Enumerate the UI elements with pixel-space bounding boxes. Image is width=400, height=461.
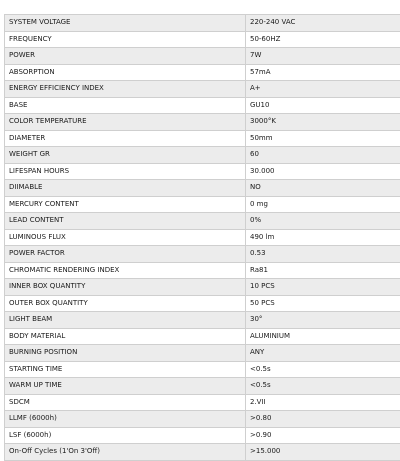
table-row: [5, 114, 400, 131]
table-row: [5, 394, 400, 411]
spec-label: ENERGY EFFICIENCY INDEX: [5, 81, 246, 98]
spec-value: 30.000: [246, 163, 400, 180]
spec-label: BURNING POSITION: [5, 345, 246, 362]
spec-label: INNER BOX QUANTITY: [5, 279, 246, 296]
spec-label: LLMF (6000h): [5, 411, 246, 428]
spec-label: OUTER BOX QUANTITY: [5, 295, 246, 312]
spec-value: ANY: [246, 345, 400, 362]
spec-label: LEAD CONTENT: [5, 213, 246, 230]
spec-value: NO: [246, 180, 400, 197]
table-row: [5, 31, 400, 48]
spec-value: 0 mg: [246, 196, 400, 213]
spec-label: MERCURY CONTENT: [5, 196, 246, 213]
table-row: [5, 444, 400, 461]
spec-label: LIFESPAN HOURS: [5, 163, 246, 180]
table-row: [5, 15, 400, 32]
spec-label: On-Off Cycles (1'On 3'Off): [5, 444, 246, 461]
spec-value: <0.5s: [246, 378, 400, 395]
spec-value: >0.80: [246, 411, 400, 428]
spec-value: 0%: [246, 213, 400, 230]
spec-label: POWER: [5, 48, 246, 65]
table-row: [5, 279, 400, 296]
table-row: [5, 246, 400, 263]
spec-label: LUMINOUS FLUX: [5, 229, 246, 246]
table-row: [5, 130, 400, 147]
table-row: [5, 345, 400, 362]
spec-sheet: [4, 14, 396, 461]
table-row: [5, 378, 400, 395]
spec-value: >0.90: [246, 427, 400, 444]
spec-label: LIGHT BEAM: [5, 312, 246, 329]
spec-label: LSF (6000h): [5, 427, 246, 444]
spec-value: 30°: [246, 312, 400, 329]
table-row: [5, 328, 400, 345]
spec-label: BASE: [5, 97, 246, 114]
spec-value: 50-60HZ: [246, 31, 400, 48]
spec-label: ABSORPTION: [5, 64, 246, 81]
spec-value: 220-240 VAC: [246, 15, 400, 32]
table-row: [5, 213, 400, 230]
table-row: [5, 81, 400, 98]
spec-value: 7W: [246, 48, 400, 65]
spec-value: >15.000: [246, 444, 400, 461]
spec-value: 50 PCS: [246, 295, 400, 312]
spec-label: WARM UP TIME: [5, 378, 246, 395]
spec-value: Ra81: [246, 262, 400, 279]
table-row: [5, 48, 400, 65]
spec-label: BODY MATERIAL: [5, 328, 246, 345]
spec-label: DIAMETER: [5, 130, 246, 147]
spec-value: 60: [246, 147, 400, 164]
table-row: [5, 196, 400, 213]
spec-label: SDCM: [5, 394, 246, 411]
spec-value: 3000°K: [246, 114, 400, 131]
spec-value: 10 PCS: [246, 279, 400, 296]
spec-value: ALUMINIUM: [246, 328, 400, 345]
table-row: [5, 262, 400, 279]
spec-label: DIIMABLE: [5, 180, 246, 197]
table-row: [5, 411, 400, 428]
spec-label: COLOR TEMPERATURE: [5, 114, 246, 131]
table-row: [5, 229, 400, 246]
spec-value: <0.5s: [246, 361, 400, 378]
table-row: [5, 97, 400, 114]
specifications-table: [4, 14, 400, 461]
table-row: [5, 163, 400, 180]
table-row: [5, 180, 400, 197]
spec-label: SYSTEM VOLTAGE: [5, 15, 246, 32]
spec-value: 490 lm: [246, 229, 400, 246]
table-row: [5, 427, 400, 444]
table-row: [5, 361, 400, 378]
table-row: [5, 147, 400, 164]
table-row: [5, 312, 400, 329]
specifications-table-body: [5, 15, 400, 461]
table-row: [5, 295, 400, 312]
spec-label: CHROMATIC RENDERING INDEX: [5, 262, 246, 279]
spec-value: GU10: [246, 97, 400, 114]
spec-value: 2.VII: [246, 394, 400, 411]
spec-label: POWER FACTOR: [5, 246, 246, 263]
spec-value: A+: [246, 81, 400, 98]
spec-label: FREQUENCY: [5, 31, 246, 48]
spec-value: 0.53: [246, 246, 400, 263]
spec-value: 50mm: [246, 130, 400, 147]
table-row: [5, 64, 400, 81]
spec-value: 57mA: [246, 64, 400, 81]
spec-label: WEIGHT GR: [5, 147, 246, 164]
spec-label: STARTING TIME: [5, 361, 246, 378]
